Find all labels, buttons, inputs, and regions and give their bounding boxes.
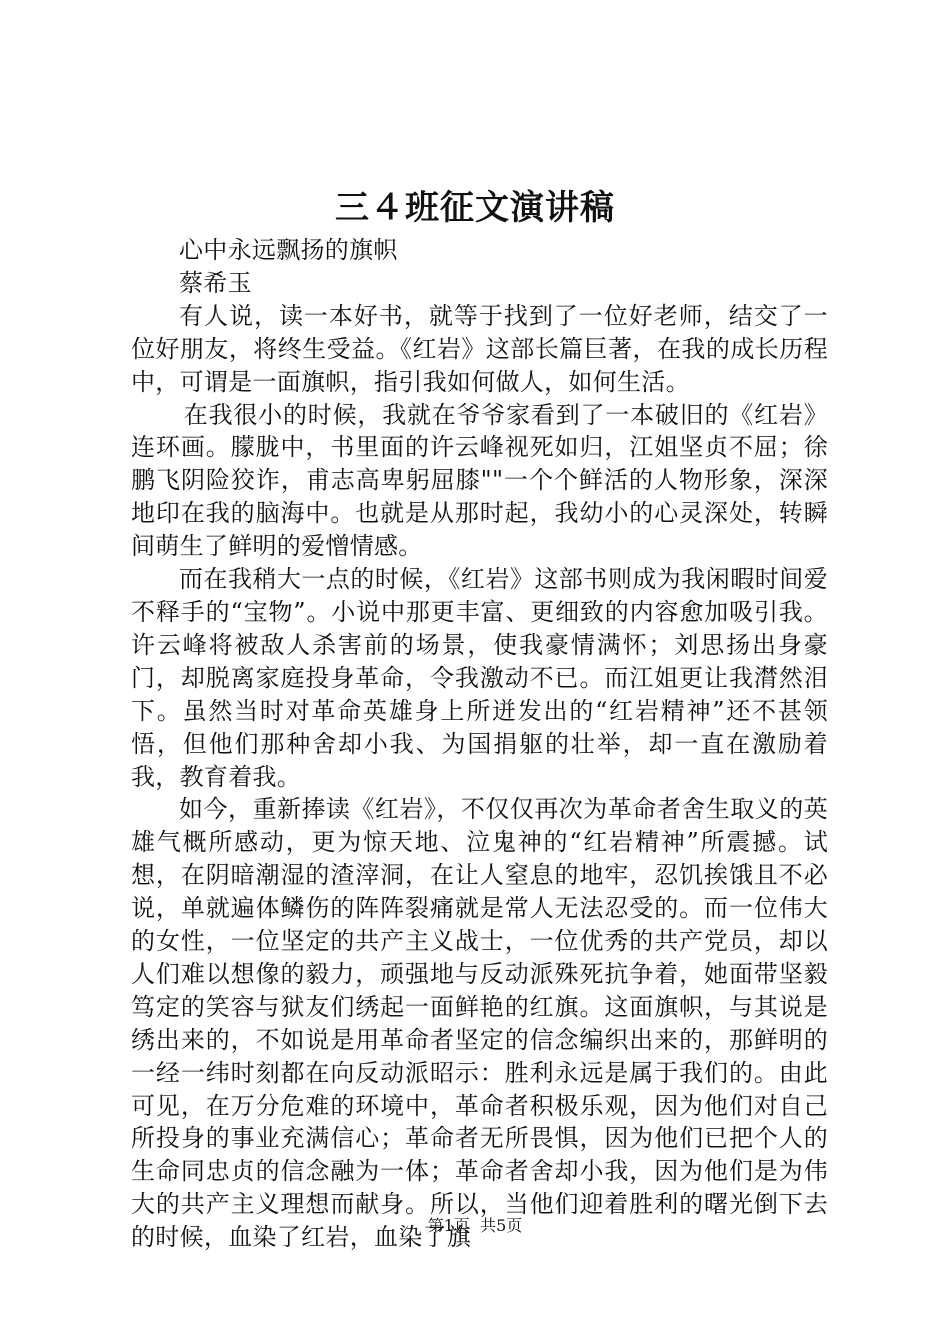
essay-subtitle: 心中永远飘扬的旗帜 [179,236,398,264]
body-paragraph: 在我很小的时候，我就在爷爷家看到了一本破旧的《红岩》连环画。朦胧中，书里面的许云峰视死如归，江姐坚贞不屈；徐鹏飞阴险狡诈，甫志高卑躬屈膝""一个个鲜活的人物形象，深深地印在我的脑海中。也就是从那时起，我幼小的心灵深处，转瞬间萌生了鲜明的爱憎情感。 [131,400,828,561]
body-paragraph: 如今，重新捧读《红岩》，不仅仅再次为革命者舍生取义的英雄气概所感动，更为惊天地、泣鬼神的“红岩精神”所震撼。试想，在阴暗潮湿的渣滓洞，在让人窒息的地牢，忍饥挨饿且不必说，单就遍体鳞伤的阵阵裂痛就是常人无法忍受的。而一位伟大的女性，一位坚定的共产主义战士，一位优秀的共产党员，却以人们难以想像的毅力，顽强地与反动派殊死抗争着，她面带坚毅笃定的笑容与狱友们绣起一面鲜艳的红旗。这面旗帜，与其说是绣出来的，不如说是用革命者坚定的信念编织出来的，那鲜明的一经一纬时刻都在向反动派昭示：胜利永远是属于我们的。由此可见，在万分危难的环境中，革命者积极乐观，因为他们对自己所投身的事业充满信心；革命者无所畏惧，因为他们已把个人的生命同忠贞的信念融为一体；革命者舍却小我，因为他们是为伟大的共产主义理想而献身。所以，当他们迎着胜利的曙光倒下去的时候，血染了红岩，血染了旗 [131,795,828,1252]
essay-author: 蔡希玉 [179,268,252,297]
body-paragraph: 而在我稍大一点的时候，《红岩》这部书则成为我闲暇时间爱不释手的“宝物”。小说中那更丰富、更细致的内容愈加吸引我。许云峰将被敌人杀害前的场景，使我豪情满怀；刘思扬出身豪门，却脱离家庭投身革命，令我激动不已。而江姐更让我潸然泪下。虽然当时对革命英雄身上所迸发出的“红岩精神”还不甚领悟，但他们那种舍却小我、为国捐躯的壮举，却一直在激励着我，教育着我。 [131,565,828,791]
body-paragraph: 有人说，读一本好书，就等于找到了一位好老师，结交了一位好朋友，将终生受益。《红岩》这部长篇巨著，在我的成长历程中，可谓是一面旗帜，指引我如何做人，如何生活。 [131,301,828,396]
document-title: 三４班征文演讲稿 [335,188,615,228]
page-number-footer: 第1页 共5页 [427,1216,523,1235]
document-body [131,234,828,1254]
